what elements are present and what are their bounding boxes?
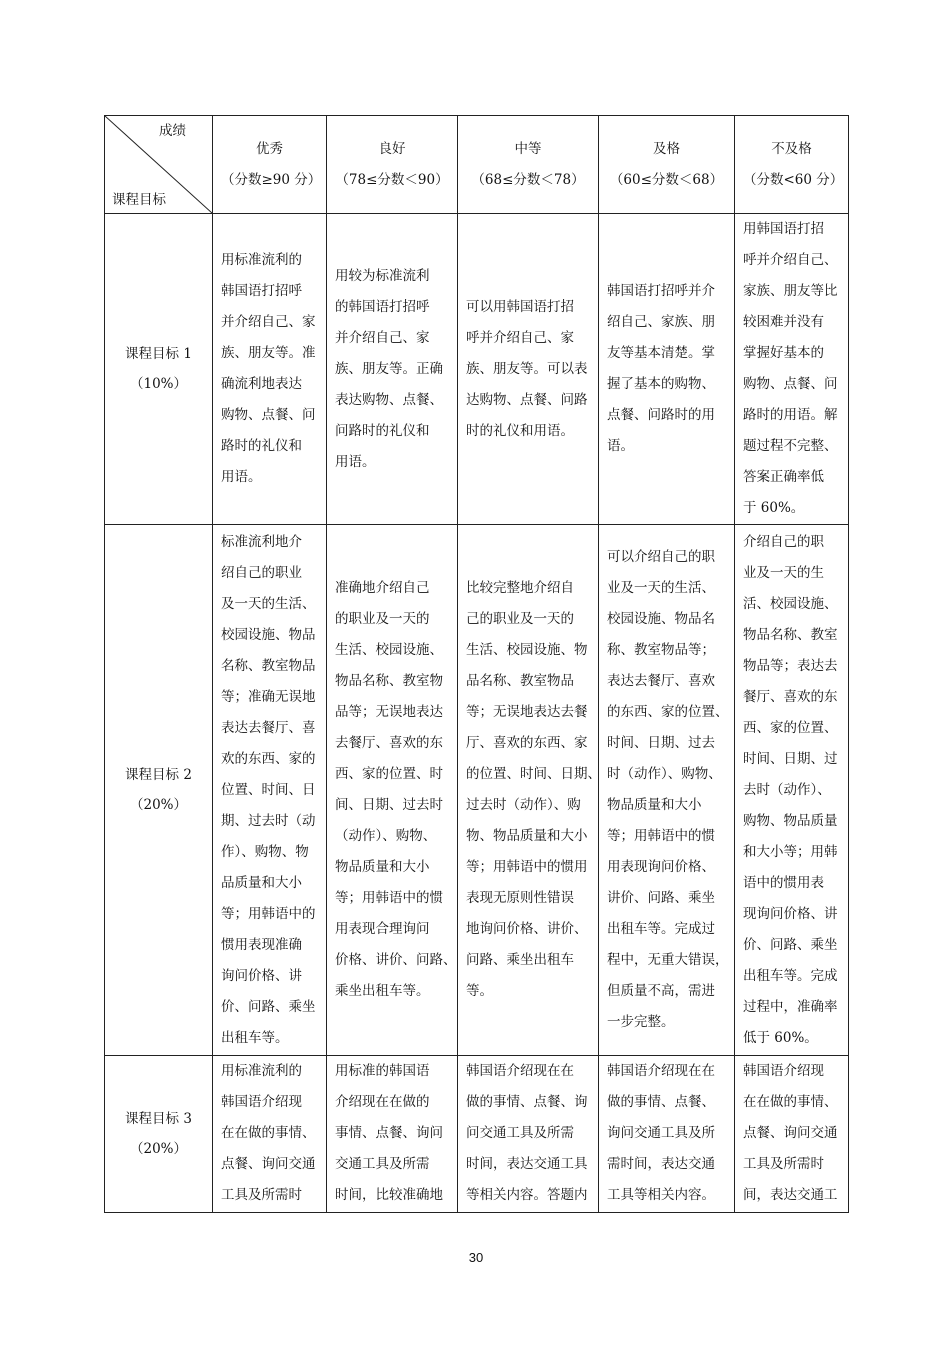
- criteria-text-line: 呼并介绍自己、: [743, 252, 838, 268]
- criteria-text-line: 用标准流利的: [221, 252, 302, 268]
- course-goal-label: 课程目标 3: [125, 1111, 192, 1127]
- grade-range: （68≤分数＜78）: [471, 171, 585, 188]
- criteria-text-line: 地询问价格、讲价、: [466, 921, 588, 937]
- criteria-text-line: 族、朋友等。准: [221, 345, 316, 361]
- criteria-text-line: 呼并介绍自己、家: [466, 329, 574, 346]
- criteria-text-line: 业及一天的生活、: [607, 580, 715, 596]
- criteria-text-line: 价格、讲价、问路、: [335, 952, 457, 968]
- criteria-text-line: 掌握好基本的: [743, 345, 824, 361]
- criteria-text-line: 家族、朋友等比: [743, 283, 838, 299]
- criteria-text-line: 工具及所需时: [221, 1187, 302, 1203]
- criteria-text-line: 表现无原则性错误: [466, 890, 574, 906]
- criteria-text-line: 校园设施、物品: [221, 626, 316, 643]
- grade-header-good: [327, 116, 458, 214]
- criteria-text-line: 用标准的韩国语: [335, 1063, 430, 1079]
- criteria-text-line: 西、家的位置、: [743, 719, 838, 736]
- goal-row: [105, 525, 849, 1056]
- criteria-cell-excellent: [213, 1056, 327, 1213]
- criteria-text-line: 等；用韩语中的惯用: [466, 859, 588, 875]
- grade-range: （60≤分数＜68）: [609, 171, 724, 188]
- criteria-text-line: 物品名称、教室: [743, 626, 838, 643]
- criteria-text-line: 韩国语介绍现在在: [466, 1063, 574, 1079]
- criteria-text-line: 讲价、问路、乘坐: [607, 890, 715, 906]
- criteria-text-line: 族、朋友等。可以表: [466, 360, 588, 377]
- criteria-text-line: 语。: [607, 438, 634, 454]
- criteria-cell-good: [327, 525, 458, 1056]
- criteria-text-line: 路时的礼仪和: [221, 438, 302, 454]
- corner-label-grade: 成绩: [159, 123, 186, 139]
- criteria-text-line: 准确地介绍自己: [335, 580, 430, 596]
- criteria-text-line: 等；用韩语中的惯: [335, 890, 443, 906]
- criteria-text-line: 问路、乘坐出租车: [466, 952, 574, 968]
- criteria-text-line: 出租车等。: [221, 1029, 289, 1046]
- criteria-text-line: 等相关内容。答题内: [466, 1187, 588, 1203]
- criteria-text-line: 等；无误地表达去餐: [466, 704, 588, 720]
- criteria-cell-fail: [735, 214, 849, 525]
- criteria-text-line: 点餐、问路时的用: [607, 407, 715, 423]
- criteria-text-line: 物品质量和大小: [607, 797, 702, 813]
- criteria-text-line: 用标准流利的: [221, 1063, 302, 1079]
- criteria-text-line: 确流利地表达: [221, 376, 302, 392]
- criteria-text-line: 事情、点餐、询问: [335, 1125, 443, 1141]
- criteria-text-line: 韩国语介绍现在在: [607, 1063, 715, 1079]
- criteria-text-line: 期、过去时（动: [221, 812, 316, 829]
- criteria-text-line: 等。: [466, 983, 493, 999]
- criteria-cell-excellent: [213, 214, 327, 525]
- criteria-cell-good: [327, 214, 458, 525]
- criteria-cell-excellent: [213, 525, 327, 1056]
- criteria-text-line: 现询问价格、讲: [743, 905, 838, 922]
- criteria-text-line: 用较为标准流利: [335, 267, 430, 284]
- criteria-text-line: 的职业及一天的: [335, 611, 430, 627]
- goal-row: [105, 214, 849, 525]
- criteria-text-line: 介绍现在在做的: [335, 1094, 430, 1110]
- criteria-text-line: 过程中，准确率: [743, 998, 838, 1015]
- criteria-text-line: 时间，比较准确地: [335, 1187, 443, 1203]
- course-goal-weight: （10%）: [129, 376, 187, 392]
- criteria-text-line: 时间、日期、过去: [607, 735, 715, 751]
- criteria-text-line: 的东西、家的位置、: [607, 704, 729, 720]
- criteria-cell-medium: [458, 525, 599, 1056]
- criteria-text-line: 表达去餐厅、喜欢: [607, 673, 715, 689]
- criteria-text-line: 语中的惯用表: [743, 874, 824, 891]
- criteria-text-line: 一步完整。: [607, 1014, 675, 1030]
- criteria-text-line: 位置、时间、日: [221, 781, 316, 798]
- grade-name: 中等: [514, 140, 542, 157]
- criteria-text-line: 惯用表现准确: [221, 936, 302, 953]
- criteria-cell-fail: [735, 1056, 849, 1213]
- criteria-text-line: 时的礼仪和用语。: [466, 422, 574, 439]
- grade-range: （78≤分数＜90）: [335, 171, 449, 188]
- criteria-text-line: 韩国语介绍现: [221, 1094, 302, 1110]
- criteria-text-line: 在在做的事情、: [221, 1125, 316, 1141]
- criteria-text-line: 称、教室物品等；: [607, 642, 715, 658]
- criteria-text-line: 韩国语介绍现: [743, 1063, 824, 1079]
- criteria-text-line: 的韩国语打招呼: [335, 298, 430, 315]
- course-goal-weight: （20%）: [129, 797, 187, 813]
- criteria-text-line: 去餐厅、喜欢的东: [335, 735, 443, 751]
- criteria-text-line: 标准流利地介: [221, 533, 302, 550]
- course-goal-cell: [105, 1056, 213, 1213]
- criteria-text-line: 和大小等；用韩: [743, 843, 838, 860]
- criteria-text-line: 点餐、询问交通: [221, 1156, 316, 1172]
- criteria-text-line: 价、问路、乘坐: [221, 998, 316, 1015]
- criteria-text-line: 点餐、询问交通: [743, 1125, 838, 1141]
- criteria-text-line: 题过程不完整、: [743, 438, 838, 454]
- criteria-text-line: 在在做的事情、: [743, 1094, 838, 1110]
- criteria-text-line: 路时的用语。解: [743, 407, 838, 423]
- criteria-text-line: 交通工具及所需: [335, 1156, 430, 1172]
- grade-header-fail: [735, 116, 849, 214]
- criteria-text-line: 需时间，表达交通: [607, 1156, 715, 1172]
- criteria-text-line: 问交通工具及所需: [466, 1125, 574, 1141]
- criteria-text-line: 出租车等。完成过: [607, 921, 715, 937]
- criteria-text-line: 物品质量和大小: [335, 859, 430, 875]
- header-corner-cell: [105, 116, 213, 214]
- criteria-text-line: 程中，无重大错误，: [607, 952, 729, 968]
- grade-name: 良好: [378, 140, 406, 157]
- criteria-text-line: 用表现询问价格、: [607, 859, 715, 875]
- criteria-text-line: 业及一天的生: [743, 564, 824, 581]
- course-goal-weight: （20%）: [129, 1141, 187, 1157]
- criteria-text-line: 物、物品质量和大小: [466, 828, 588, 844]
- criteria-text-line: 己的职业及一天的: [466, 611, 574, 627]
- criteria-text-line: 友等基本清楚。掌: [607, 345, 715, 361]
- criteria-text-line: 询问交通工具及所: [607, 1125, 715, 1141]
- criteria-text-line: 作）、购物、物: [221, 843, 309, 860]
- criteria-text-line: 比较完整地介绍自: [466, 580, 574, 596]
- criteria-text-line: 用韩国语打招: [743, 221, 824, 237]
- corner-label-goal: 课程目标: [112, 192, 166, 208]
- criteria-text-line: 校园设施、物品名: [607, 611, 715, 627]
- grading-rubric-table: [104, 115, 849, 1213]
- criteria-text-line: 过去时（动作）、购: [466, 797, 581, 813]
- criteria-text-line: 用语。: [335, 453, 376, 470]
- criteria-text-line: 韩国语打招呼: [221, 283, 302, 299]
- grade-header-excellent: [213, 116, 327, 214]
- criteria-text-line: 生活、校园设施、物: [466, 642, 588, 658]
- criteria-text-line: 出租车等。完成: [743, 967, 838, 984]
- criteria-text-line: 品名称、教室物品: [466, 673, 574, 689]
- grade-name: 优秀: [256, 140, 283, 157]
- criteria-text-line: 餐厅、喜欢的东: [743, 688, 838, 705]
- criteria-text-line: 厅、喜欢的东西、家: [466, 735, 588, 751]
- course-goal-label: 课程目标 2: [125, 767, 192, 783]
- criteria-text-line: 绍自己、家族、朋: [607, 314, 715, 330]
- course-goal-cell: [105, 525, 213, 1056]
- criteria-text-line: 并介绍自己、家: [221, 314, 316, 330]
- course-goal-cell: [105, 214, 213, 525]
- criteria-text-line: 价、问路、乘坐: [743, 936, 838, 953]
- criteria-text-line: 韩国语打招呼并介: [607, 283, 715, 299]
- criteria-text-line: 用语。: [221, 469, 262, 485]
- criteria-text-line: 绍自己的职业: [221, 564, 302, 581]
- grade-range: （分数<60 分）: [743, 171, 844, 188]
- criteria-text-line: 族、朋友等。正确: [335, 360, 443, 377]
- criteria-text-line: 可以用韩国语打招: [466, 298, 574, 315]
- criteria-text-line: 可以介绍自己的职: [607, 549, 715, 565]
- criteria-text-line: 时（动作）、购物、: [607, 766, 722, 782]
- criteria-text-line: 时间、日期、过: [743, 750, 838, 767]
- criteria-text-line: 的位置、时间、日期、: [466, 766, 601, 782]
- page-number: 30: [468, 1250, 484, 1265]
- criteria-text-line: 介绍自己的职: [743, 533, 824, 550]
- criteria-text-line: 询问价格、讲: [221, 967, 302, 984]
- criteria-text-line: 及一天的生活、: [221, 595, 316, 612]
- header-row: [105, 116, 849, 214]
- criteria-cell-pass: [599, 214, 735, 525]
- criteria-text-line: 品等；无误地表达: [335, 704, 443, 720]
- criteria-text-line: 表达购物、点餐、: [335, 391, 443, 408]
- criteria-cell-fail: [735, 525, 849, 1056]
- criteria-text-line: 购物、点餐、问: [743, 376, 838, 392]
- criteria-text-line: 答案正确率低: [743, 469, 824, 485]
- criteria-text-line: 生活、校园设施、: [335, 642, 443, 658]
- criteria-text-line: 物品等；表达去: [743, 657, 838, 674]
- criteria-text-line: 名称、教室物品: [221, 657, 316, 674]
- criteria-text-line: 工具等相关内容。: [607, 1187, 715, 1203]
- grade-header-medium: [458, 116, 599, 214]
- criteria-text-line: 工具及所需时: [743, 1156, 824, 1172]
- grade-name: 不及格: [771, 140, 812, 157]
- criteria-text-line: 问路时的礼仪和: [335, 422, 430, 439]
- criteria-text-line: 握了基本的购物、: [607, 376, 715, 392]
- criteria-text-line: 等；准确无误地: [221, 688, 316, 705]
- course-goal-label: 课程目标 1: [125, 346, 192, 362]
- criteria-text-line: 时间，表达交通工具: [466, 1156, 588, 1172]
- criteria-text-line: 购物、物品质量: [743, 812, 838, 829]
- criteria-text-line: 物品名称、教室物: [335, 673, 443, 689]
- criteria-cell-good: [327, 1056, 458, 1213]
- criteria-text-line: 低于 60%。: [743, 1029, 818, 1046]
- criteria-cell-pass: [599, 1056, 735, 1213]
- criteria-cell-pass: [599, 525, 735, 1056]
- criteria-text-line: 间，表达交通工: [743, 1187, 838, 1203]
- criteria-cell-medium: [458, 214, 599, 525]
- goal-row: [105, 1056, 849, 1213]
- grade-name: 及格: [653, 140, 680, 157]
- criteria-text-line: 做的事情、点餐、: [607, 1094, 715, 1110]
- criteria-text-line: 购物、点餐、问: [221, 407, 316, 423]
- criteria-text-line: （动作）、购物、: [335, 828, 437, 844]
- criteria-text-line: 做的事情、点餐、询: [466, 1094, 588, 1110]
- criteria-text-line: 乘坐出租车等。: [335, 983, 430, 999]
- criteria-text-line: 品质量和大小: [221, 874, 302, 891]
- criteria-text-line: 等；用韩语中的: [221, 905, 316, 922]
- criteria-text-line: 较困难并没有: [743, 314, 824, 330]
- criteria-text-line: 西、家的位置、时: [335, 766, 443, 782]
- grade-range: （分数≥90 分）: [221, 171, 322, 188]
- criteria-text-line: 等；用韩语中的惯: [607, 828, 715, 844]
- criteria-text-line: 去时（动作）、: [743, 781, 831, 798]
- criteria-text-line: 并介绍自己、家: [335, 329, 430, 346]
- grade-header-pass: [599, 116, 735, 214]
- criteria-text-line: 欢的东西、家的: [221, 750, 316, 767]
- criteria-text-line: 活、校园设施、: [743, 595, 838, 612]
- criteria-text-line: 达购物、点餐、问路: [466, 391, 588, 408]
- criteria-text-line: 表达去餐厅、喜: [221, 719, 316, 736]
- criteria-text-line: 用表现合理询问: [335, 921, 430, 937]
- criteria-text-line: 于 60%。: [743, 500, 805, 516]
- criteria-text-line: 间、日期、过去时: [335, 797, 443, 813]
- criteria-cell-medium: [458, 1056, 599, 1213]
- criteria-text-line: 但质量不高，需进: [607, 983, 715, 999]
